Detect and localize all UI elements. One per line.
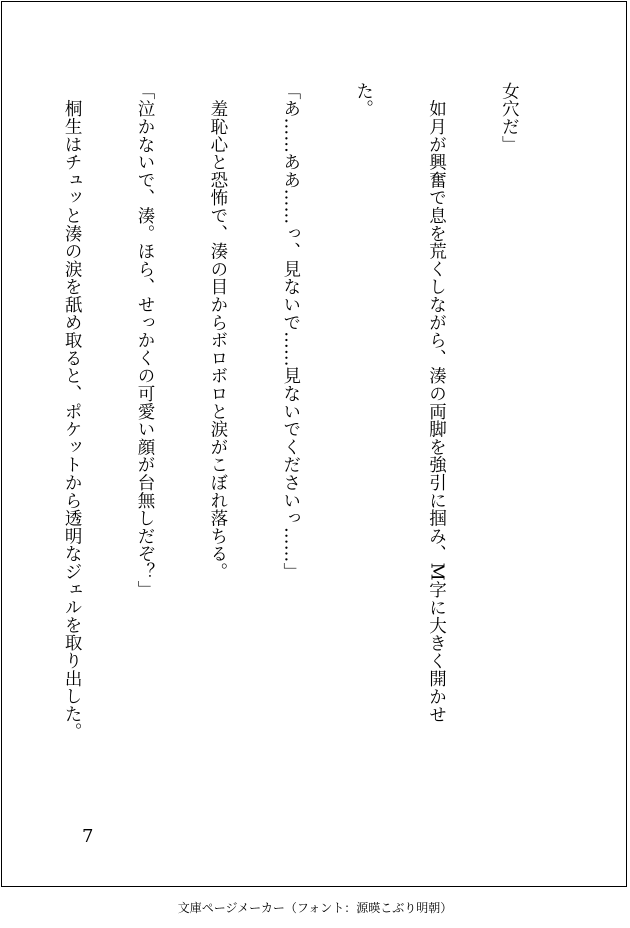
text-line: 羞恥心と恐怖で、湊の目からボロボロと涙がこぼれ落ちる。 — [207, 82, 228, 581]
text-line: 女穴だ」 — [499, 82, 520, 154]
text-line: 如月が興奮で息を荒くしながら、湊の両脚を強引に掴み、M字に大きく開かせ — [426, 82, 447, 724]
novel-body-text — [0, 82, 570, 800]
blank-line — [0, 82, 11, 83]
text-line: た。 — [353, 82, 374, 118]
page-number: 7 — [82, 826, 94, 847]
text-line: 桐生はチュッと湊の涙を舐め取ると、ポケットから透明なジェルを取り出した。 — [62, 82, 83, 741]
footer-credit: 文庫ページメーカー（フォント：源暎こぶり明朝） — [177, 901, 453, 915]
text-line: 「あ……ああ……っ、見ないで……見ないでくださいっ……」 — [280, 82, 301, 581]
text-line: 「泣かないで、湊。ほら、せっかくの可愛い顔が台無しだぞ？」 — [134, 82, 155, 599]
